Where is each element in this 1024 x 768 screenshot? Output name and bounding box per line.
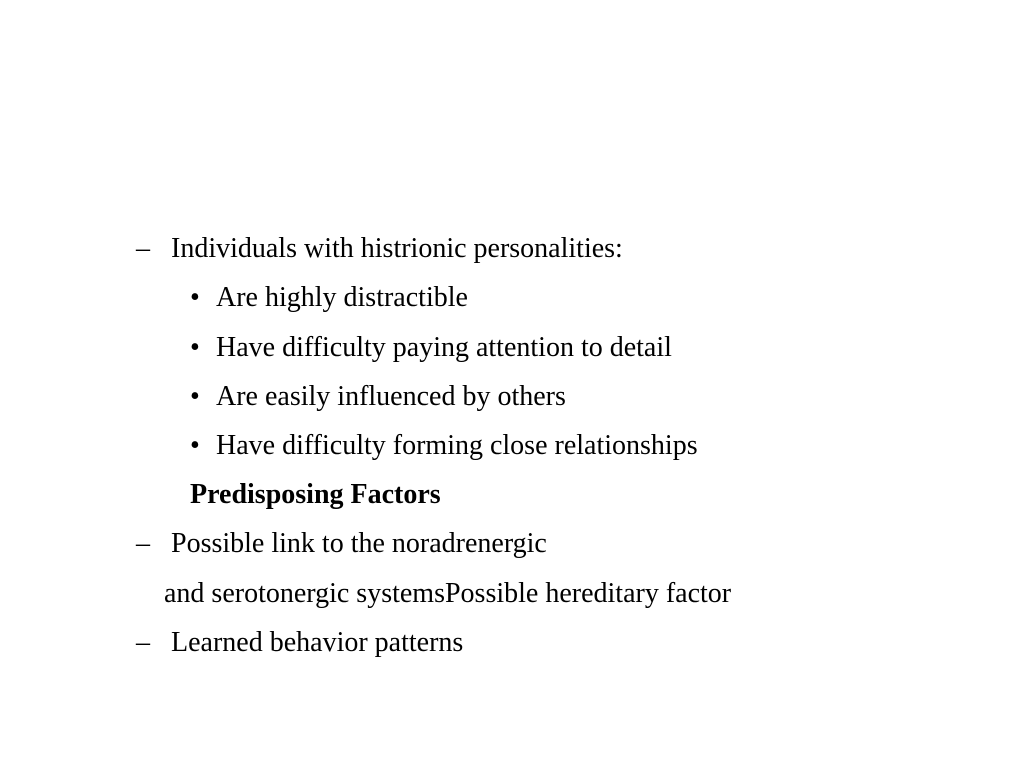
section-heading-predisposing-factors: Predisposing Factors — [190, 479, 441, 510]
list-item-serotonergic-hereditary: and serotonergic systemsPossible hereditary factor — [164, 578, 732, 609]
list-item-learned-behavior: Learned behavior patterns — [171, 627, 464, 658]
list-item-attention-detail: Have difficulty paying attention to detail — [216, 332, 672, 363]
bullet-marker: • — [190, 430, 200, 461]
bullet-marker: • — [190, 381, 200, 412]
list-item-histrionic-intro: Individuals with histrionic personalities: — [171, 233, 623, 264]
bullet-marker: • — [190, 282, 200, 313]
list-item-distractible: Are highly distractible — [216, 282, 468, 313]
dash-marker: – — [136, 528, 150, 559]
bullet-marker: • — [190, 332, 200, 363]
dash-marker: – — [136, 233, 150, 264]
dash-marker: – — [136, 627, 150, 658]
list-item-close-relationships: Have difficulty forming close relationships — [216, 430, 698, 461]
list-item-noradrenergic-link: Possible link to the noradrenergic — [171, 528, 547, 559]
list-item-easily-influenced: Are easily influenced by others — [216, 381, 566, 412]
